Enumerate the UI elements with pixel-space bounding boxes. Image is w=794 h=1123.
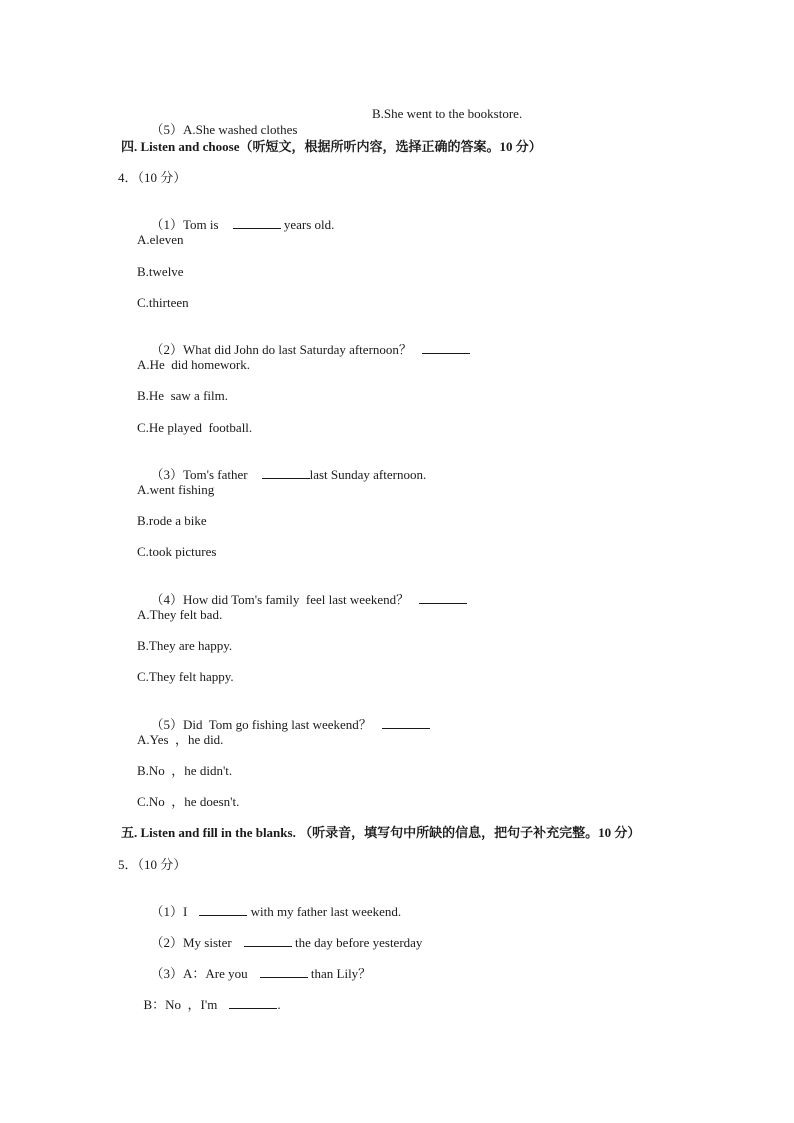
stem-after: than Lily？: [310, 966, 372, 981]
q4-5-option-c: C.No ，he doesn't.: [137, 794, 240, 809]
answer-blank[interactable]: [244, 935, 292, 947]
answer-blank[interactable]: [260, 966, 308, 978]
q4-1-option-a: A.eleven: [137, 232, 184, 247]
answer-blank[interactable]: [229, 997, 277, 1009]
section-4-heading: 四. Listen and choose（听短文，根据所听内容，选择正确的答案。10 分）: [121, 139, 542, 154]
stem-after: .: [277, 997, 281, 1012]
q5-2-stem: [144, 919, 422, 951]
answer-blank[interactable]: [199, 904, 247, 916]
question-5-number: 5．（10 分）: [118, 857, 187, 872]
stem-after: with my father last weekend.: [250, 904, 402, 919]
answer-blank[interactable]: [262, 467, 310, 479]
q4-4-stem: [144, 576, 467, 608]
q4-3-option-a: A.went fishing: [137, 482, 215, 497]
section-5-heading: 五. Listen and fill in the blanks. （听录音，填写句中所缺的信息，把句子补充完整。10 分）: [121, 825, 641, 840]
question-4-number: 4．（10 分）: [118, 170, 187, 185]
answer-blank[interactable]: [419, 592, 467, 604]
q5-3a-stem: [144, 950, 371, 982]
stem-text: （3）A：Are you: [150, 966, 248, 981]
q4-1-option-b: B.twelve: [137, 264, 184, 279]
q4-3-option-b: B.rode a bike: [137, 513, 207, 528]
stem-text: （4）How did Tom's family feel last weekend？: [150, 592, 410, 607]
stem-text: （2）My sister: [150, 935, 232, 950]
q4-3-option-c: C.took pictures: [137, 544, 217, 559]
q4-1-stem: [144, 201, 334, 233]
question-number: （5）: [150, 122, 184, 137]
q4-4-option-b: B.They are happy.: [137, 638, 233, 653]
stem-after: the day before yesterday: [295, 935, 423, 950]
stem-after: last Sunday afternoon.: [309, 467, 427, 482]
q4-2-option-a: A.He did homework.: [137, 357, 251, 372]
prev-question-5-option-b: B.She went to the bookstore.: [372, 106, 523, 121]
q4-2-option-c: C.He played football.: [137, 420, 253, 435]
q4-5-option-b: B.No ，he didn't.: [137, 763, 233, 778]
q4-4-option-a: A.They felt bad.: [137, 607, 223, 622]
stem-text: B：No ，I'm: [143, 997, 218, 1012]
q4-1-option-c: C.thirteen: [137, 295, 189, 310]
stem-text: （3）Tom's father: [150, 467, 248, 482]
answer-blank[interactable]: [422, 342, 470, 354]
q5-1-stem: [144, 888, 401, 920]
prev-question-5: [144, 106, 297, 138]
stem-text: （1）Tom is: [150, 217, 219, 232]
stem-text: （1）I: [150, 904, 188, 919]
answer-blank[interactable]: [233, 217, 281, 229]
q4-2-option-b: B.He saw a film.: [137, 388, 228, 403]
option-a: A.She washed clothes: [183, 122, 298, 137]
q5-3b-stem: [137, 981, 281, 1013]
q4-3-stem: [144, 451, 426, 483]
answer-blank[interactable]: [382, 717, 430, 729]
stem-text: （5）Did Tom go fishing last weekend？: [150, 717, 372, 732]
q4-4-option-c: C.They felt happy.: [137, 669, 234, 684]
stem-text: （2）What did John do last Saturday afternoon？: [150, 342, 412, 357]
q4-5-option-a: A.Yes ，he did.: [137, 732, 224, 747]
stem-after: years old.: [283, 217, 335, 232]
q4-2-stem: [144, 326, 470, 358]
q4-5-stem: [144, 701, 430, 733]
